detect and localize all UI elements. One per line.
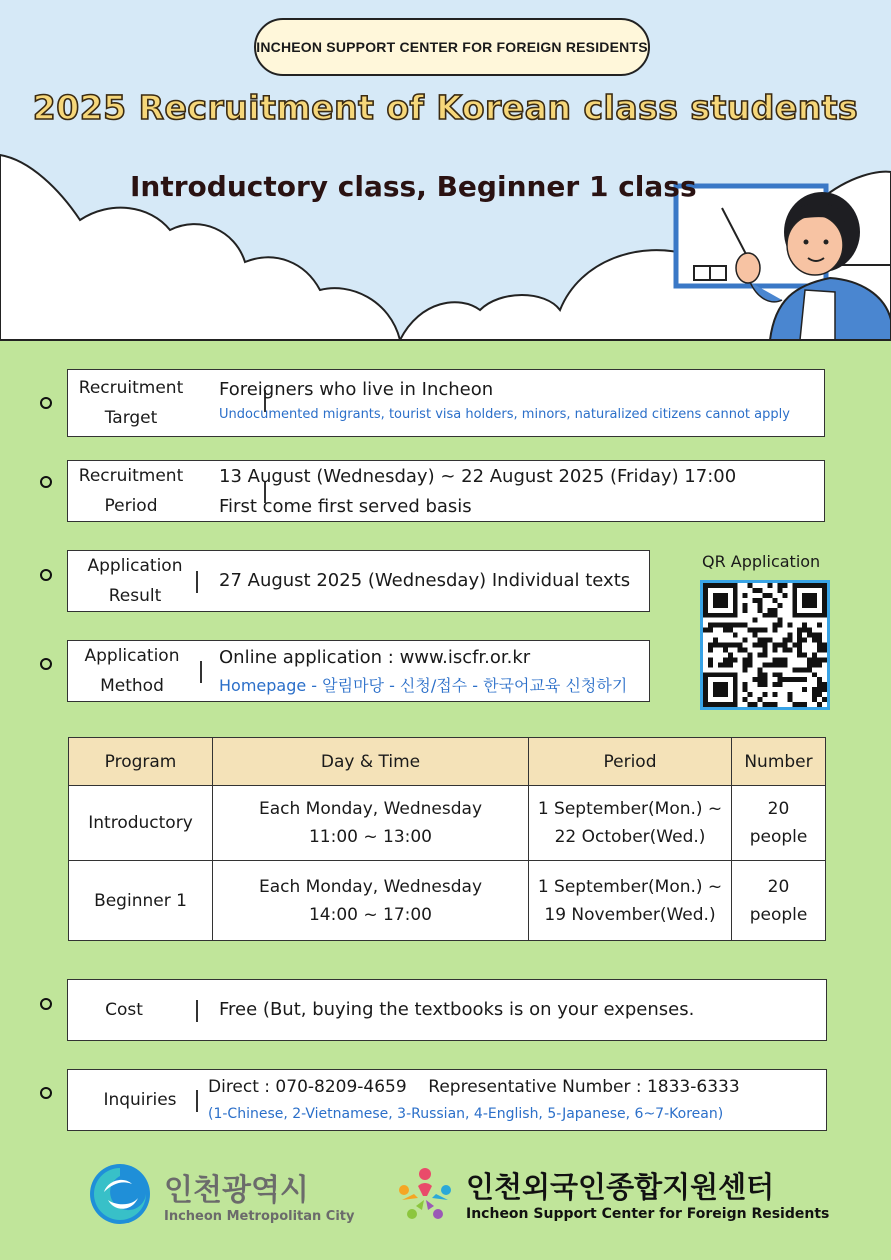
cell-period: 1 September(Mon.) ~ 19 November(Wed.) [529,861,732,941]
cost-box [67,979,827,1041]
qr-code-graphic [703,583,827,707]
bullet-icon [40,476,52,488]
org-name-pill: INCHEON SUPPORT CENTER FOR FOREIGN RESIDENTS [254,18,650,76]
bullet-icon [40,569,52,581]
recruitment-target-box [67,369,825,437]
inquiries-note: (1-Chinese, 2-Vietnamese, 3-Russian, 4-English, 5-Japanese, 6~7-Korean) [208,1106,724,1122]
recruitment-target-note: Undocumented migrants, tourist visa holders, minors, naturalized citizens cannot apply [219,407,790,422]
application-url-link[interactable]: Online application : www.iscfr.or.kr [219,647,531,668]
recruitment-target-content: Foreigners who live in Incheon Undocumented migrants, tourist visa holders, minors, naturalized citizens cannot apply [219,375,790,425]
recruitment-period-box [67,460,825,522]
separator [200,661,202,683]
separator [196,1000,198,1022]
application-method-note: Homepage - 알림마당 - 신청/접수 - 한국어교육 신청하기 [219,676,628,695]
header-number: Number [732,738,826,786]
center-name-korean: 인천외국인종합지원센터 [466,1169,775,1204]
incheon-city-logo [88,1162,355,1226]
table-header-row [69,738,826,786]
recruitment-period-content: 13 August (Wednesday) ~ 22 August 2025 (Friday) 17:00 First come first served basis [219,466,737,517]
support-center-logo [394,1162,829,1224]
cost-label: Cost [105,1000,143,1020]
application-method-box [67,640,650,702]
bullet-icon [40,1087,52,1099]
page-subtitle: Introductory class, Beginner 1 class [130,170,697,203]
qr-label: QR Application [702,552,821,571]
cell-day-time: Each Monday, Wednesday 11:00 ~ 13:00 [213,786,529,861]
cell-number: 20 people [732,786,826,861]
qr-code-icon[interactable] [700,580,830,710]
inquiries-box [67,1069,827,1131]
application-result-box [67,550,650,612]
cell-period: 1 September(Mon.) ~ 22 October(Wed.) [529,786,732,861]
incheon-city-emblem-icon [88,1162,152,1226]
recruitment-target-label: Recruitment Target [78,378,184,428]
cell-program: Beginner 1 [69,861,213,941]
application-method-content [219,643,627,699]
city-name-english: Incheon Metropolitan City [164,1208,355,1224]
inquiries-content: Direct : 070-8209-4659 Representative Number : 1833-6333 (1-Chinese, 2-Vietnamese, 3-Russian, 4-English, 5-Japanese, 6~7-Korean) [208,1072,740,1126]
center-name-english: Incheon Support Center for Foreign Residents [466,1205,830,1222]
recruitment-period-label: Recruitment Period [78,466,184,516]
cell-program: Introductory [69,786,213,861]
header-program: Program [69,738,213,786]
cell-day-time: Each Monday, Wednesday 14:00 ~ 17:00 [213,861,529,941]
application-result-content: 27 August 2025 (Wednesday) Individual texts [219,570,631,591]
bullet-icon [40,658,52,670]
table-row [69,786,826,861]
schedule-table [68,737,826,941]
header-divider [0,339,891,341]
cell-number: 20 people [732,861,826,941]
application-method-label: Application Method [84,646,180,696]
header-period: Period [529,738,732,786]
separator [196,571,198,593]
bullet-icon [40,397,52,409]
table-row [69,861,826,941]
city-name-korean: 인천광역시 [164,1172,309,1208]
page-title: 2025 Recruitment of Korean class students [32,88,859,127]
header-banner [0,0,891,340]
support-center-emblem-icon [394,1162,456,1224]
cost-content: Free (But, buying the textbooks is on your expenses. [219,999,695,1020]
bullet-icon [40,998,52,1010]
separator [196,1090,198,1112]
header-day-time: Day & Time [213,738,529,786]
application-result-label: Application Result [87,556,183,606]
inquiries-label: Inquiries [103,1090,177,1110]
